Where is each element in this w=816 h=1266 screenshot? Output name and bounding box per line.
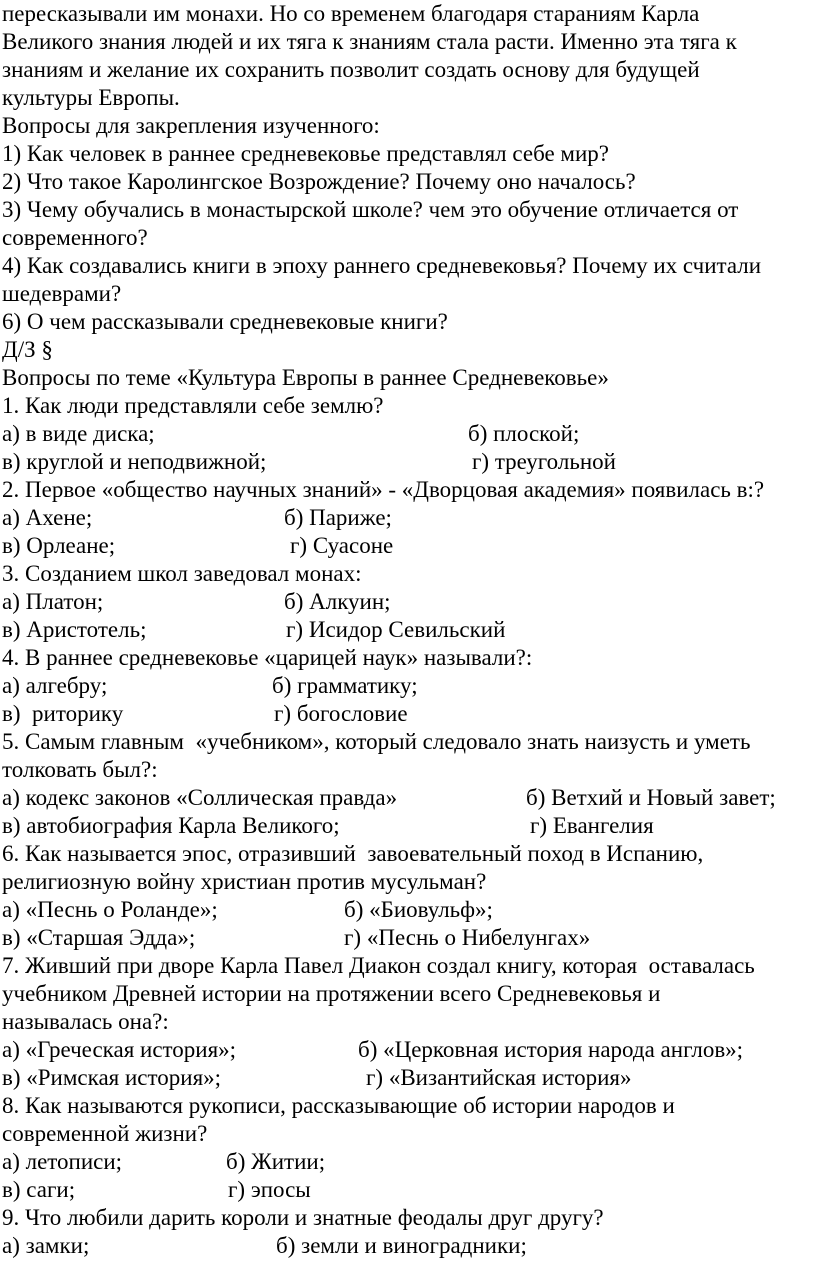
intro-line-1: пересказывали им монахи. Но со временем благодаря стараниям Карла: [2, 1, 700, 26]
quiz-question-7-cont: учебником Древней истории на протяжении всего Средневековья и: [2, 981, 661, 1006]
review-question-4: 4) Как создавались книги в эпоху раннего средневековья? Почему их считали: [2, 253, 762, 278]
review-heading: Вопросы для закрепления изученного:: [2, 113, 380, 138]
quiz-question-5: 5. Самым главным «учебником», который следовало знать наизусть и уметь: [2, 729, 751, 754]
answer-option: в) саги;: [2, 1177, 76, 1202]
quiz-question-5-cont: толковать был?:: [2, 757, 158, 782]
quiz-question-6: 6. Как называется эпос, отразивший завоевательный поход в Испанию,: [2, 841, 704, 866]
answer-option: в) «Старшая Эдда»;: [2, 925, 196, 950]
answer-option: а) «Песнь о Роланде»;: [2, 897, 218, 922]
answer-option: б) земли и виноградники;: [276, 1233, 527, 1258]
quiz-question-8-cont: современной жизни?: [2, 1121, 208, 1146]
review-question-4-cont: шедеврами?: [2, 281, 122, 306]
quiz-question-7-cont: называлась она?:: [2, 1009, 169, 1034]
answer-option: б) Алкуин;: [284, 589, 391, 614]
answer-option: а) алгебру;: [2, 673, 108, 698]
answer-option: г) Исидор Севильский: [286, 617, 506, 642]
quiz-question-7: 7. Живший при дворе Карла Павел Диакон создал книгу, которая оставалась: [2, 953, 755, 978]
answer-option: г) Евангелия: [530, 813, 654, 838]
answer-option: в) риторику: [2, 701, 124, 726]
answer-option: б) Париже;: [284, 505, 392, 530]
answer-option: а) кодекс законов «Соллическая правда»: [2, 785, 398, 810]
review-question-3: 3) Чему обучались в монастырской школе? чем это обучение отличается от: [2, 197, 739, 222]
answer-option: г) эпосы: [228, 1177, 311, 1202]
answer-option: б) плоской;: [468, 421, 580, 446]
answer-option: б) грамматику;: [272, 673, 418, 698]
answer-option: б) Ветхий и Новый завет;: [526, 785, 776, 810]
quiz-question-9: 9. Что любили дарить короли и знатные феодалы друг другу?: [2, 1205, 604, 1230]
homework: Д/З §: [2, 337, 53, 362]
review-question-3-cont: современного?: [2, 225, 148, 250]
answer-option: а) в виде диска;: [2, 421, 155, 446]
quiz-question-1: 1. Как люди представляли себе землю?: [2, 393, 384, 418]
intro-line-2: Великого знания людей и их тяга к знаниям стала расти. Именно эта тяга к: [2, 29, 737, 54]
answer-option: а) Платон;: [2, 589, 104, 614]
answer-option: в) круглой и неподвижной;: [2, 449, 267, 474]
answer-option: а) летописи;: [2, 1149, 123, 1174]
quiz-question-2: 2. Первое «общество научных знаний» - «Дворцовая академия» появилась в:?: [2, 477, 765, 502]
answer-option: г) Суасоне: [290, 533, 394, 558]
quiz-heading: Вопросы по теме «Культура Европы в раннее Средневековье»: [2, 365, 609, 390]
intro-line-3: знаниям и желание их сохранить позволит создать основу для будущей: [2, 57, 700, 82]
answer-option: б) «Церковная история народа англов»;: [358, 1037, 744, 1062]
answer-option: б) Житии;: [226, 1149, 326, 1174]
answer-option: г) «Песнь о Нибелунгах»: [344, 925, 591, 950]
review-question-1: 1) Как человек в раннее средневековье представлял себе мир?: [2, 141, 610, 166]
answer-option: в) Аристотель;: [2, 617, 147, 642]
answer-option: в) Орлеане;: [2, 533, 116, 558]
answer-option: в) автобиография Карла Великого;: [2, 813, 340, 838]
answer-option: а) Ахене;: [2, 505, 93, 530]
quiz-question-3: 3. Созданием школ заведовал монах:: [2, 561, 362, 586]
answer-option: г) треугольной: [472, 449, 616, 474]
answer-option: б) «Биовульф»;: [344, 897, 493, 922]
intro-line-4: культуры Европы.: [2, 85, 180, 110]
answer-option: а) замки;: [2, 1233, 90, 1258]
answer-option: а) «Греческая история»;: [2, 1037, 237, 1062]
quiz-question-6-cont: религиозную войну христиан против мусульман?: [2, 869, 487, 894]
answer-option: г) богословие: [274, 701, 408, 726]
quiz-question-8: 8. Как называются рукописи, рассказывающие об истории народов и: [2, 1093, 675, 1118]
quiz-question-4: 4. В раннее средневековье «царицей наук» называли?:: [2, 645, 533, 670]
review-question-6: 6) О чем рассказывали средневековые книги?: [2, 309, 448, 334]
review-question-2: 2) Что такое Каролингское Возрождение? Почему оно началось?: [2, 169, 636, 194]
answer-option: г) «Византийская история»: [366, 1065, 632, 1090]
answer-option: в) «Римская история»;: [2, 1065, 222, 1090]
